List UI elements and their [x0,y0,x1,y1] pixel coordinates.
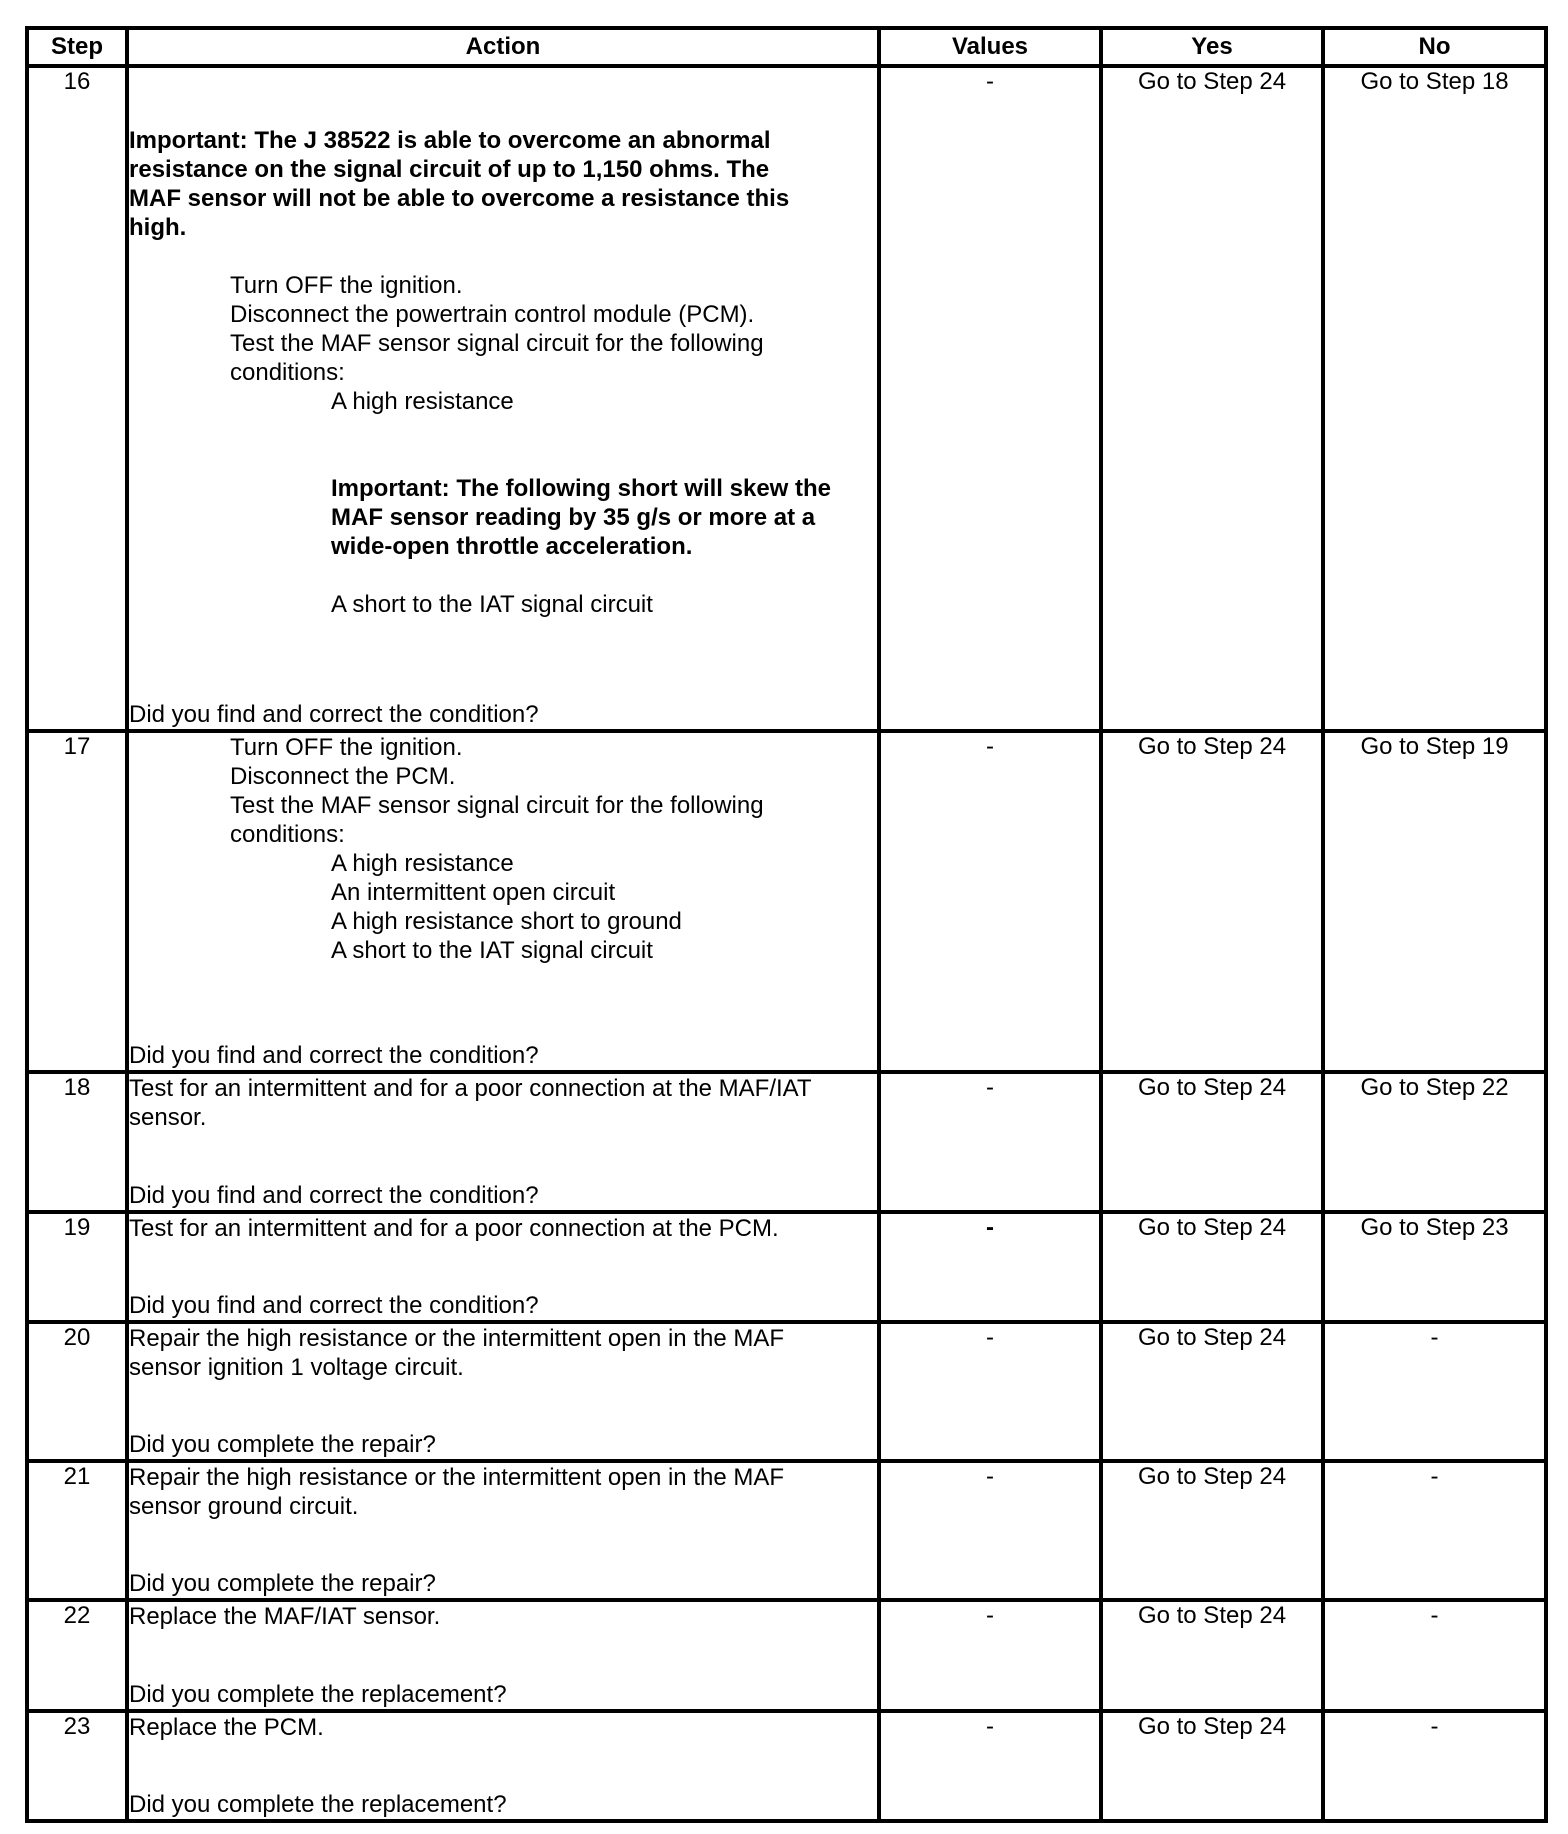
header-step: Step [27,28,127,66]
action-line: Disconnect the powertrain control module (PCM). [230,301,755,328]
action-line: Turn OFF the ignition. [230,272,463,299]
no-cell: Go to Step 18 [1323,66,1546,731]
condition-item: A short to the IAT signal circuit [331,591,653,618]
step-number: 23 [27,1711,127,1821]
header-no: No [1323,28,1546,66]
values-cell: - [879,1322,1101,1461]
action-line: conditions: [230,359,345,386]
important-note: Important: The J 38522 is able to overcome an abnormal resistance on the signal circuit of up to 1,150 ohms. The MAF sensor will not be able to overcome a resistance this high. [129,127,790,241]
action-line: Test the MAF sensor signal circuit for the following [230,330,764,357]
action-cell [127,1212,879,1322]
step-number: 20 [27,1322,127,1461]
question: Did you complete the repair? [129,1431,436,1459]
action-line: sensor ignition 1 voltage circuit. [129,1353,464,1381]
no-cell: Go to Step 19 [1323,731,1546,1073]
step-number: 16 [27,66,127,731]
action-cell [127,1711,879,1821]
question: Did you complete the replacement? [129,1680,507,1708]
action-line: sensor ground circuit. [129,1493,359,1521]
yes-cell: Go to Step 24 [1101,1711,1323,1821]
header-yes: Yes [1101,28,1323,66]
values-cell: - [879,1212,1101,1322]
condition-item: A high resistance short to ground [331,907,682,935]
yes-cell: Go to Step 24 [1101,1212,1323,1322]
action-line: Test for an intermittent and for a poor connection at the PCM. [129,1214,779,1242]
yes-cell: Go to Step 24 [1101,1461,1323,1600]
values-cell: - [879,1711,1101,1821]
action-line: Disconnect the PCM. [230,762,456,790]
question: Did you find and correct the condition? [129,1042,539,1070]
action-line: Repair the high resistance or the intermittent open in the MAF [129,1324,785,1352]
question: Did you find and correct the condition? [129,1181,539,1209]
question: Did you complete the replacement? [129,1791,507,1818]
values-cell: - [879,66,1101,731]
question: Did you complete the repair? [129,1570,436,1598]
table-row [27,1322,1546,1461]
values-cell: - [879,1461,1101,1600]
important-note: Important: The following short will skew the MAF sensor reading by 35 g/s or more at a wide-open throttle acceleration. [331,475,832,560]
step-number: 19 [27,1212,127,1322]
step-number: 17 [27,731,127,1073]
step-number: 21 [27,1461,127,1600]
table-row [27,66,1546,731]
no-cell: - [1323,1461,1546,1600]
table-row [27,1212,1546,1322]
values-cell: - [879,731,1101,1073]
header-values: Values [879,28,1101,66]
no-cell: - [1323,1322,1546,1461]
table-row [27,1711,1546,1821]
action-line: Repair the high resistance or the intermittent open in the MAF [129,1464,785,1492]
no-cell: - [1323,1600,1546,1710]
table-row [27,1461,1546,1600]
action-cell [127,1072,879,1211]
yes-cell: Go to Step 24 [1101,1322,1323,1461]
action-line: sensor. [129,1104,207,1132]
table-row [27,1072,1546,1211]
step-number: 18 [27,1072,127,1211]
condition-item: A short to the IAT signal circuit [331,936,653,964]
action-cell [127,1600,879,1710]
yes-cell: Go to Step 24 [1101,1600,1323,1710]
no-cell: Go to Step 22 [1323,1072,1546,1211]
no-cell: - [1323,1711,1546,1821]
yes-cell: Go to Step 24 [1101,1072,1323,1211]
action-cell [127,731,879,1073]
action-line: conditions: [230,820,345,848]
header-row [27,28,1546,66]
yes-cell: Go to Step 24 [1101,731,1323,1073]
step-number: 22 [27,1600,127,1710]
condition-item: An intermittent open circuit [331,878,616,906]
diagnostic-table [25,26,1548,1823]
question: Did you find and correct the condition? [129,700,539,728]
action-cell [127,1322,879,1461]
yes-cell: Go to Step 24 [1101,66,1323,731]
action-line: Turn OFF the ignition. [230,733,463,761]
header-action: Action [127,28,879,66]
values-cell: - [879,1600,1101,1710]
action-line: Replace the MAF/IAT sensor. [129,1603,441,1631]
condition-item: A high resistance [331,388,514,415]
action-line: Test for an intermittent and for a poor connection at the MAF/IAT [129,1075,812,1103]
action-cell [127,1461,879,1600]
values-cell: - [879,1072,1101,1211]
question: Did you find and correct the condition? [129,1291,539,1319]
table-row [27,731,1546,1073]
condition-item: A high resistance [331,849,514,877]
action-cell [127,66,879,731]
action-line: Replace the PCM. [129,1713,324,1741]
no-cell: Go to Step 23 [1323,1212,1546,1322]
table-row [27,1600,1546,1710]
action-line: Test the MAF sensor signal circuit for the following [230,791,764,819]
